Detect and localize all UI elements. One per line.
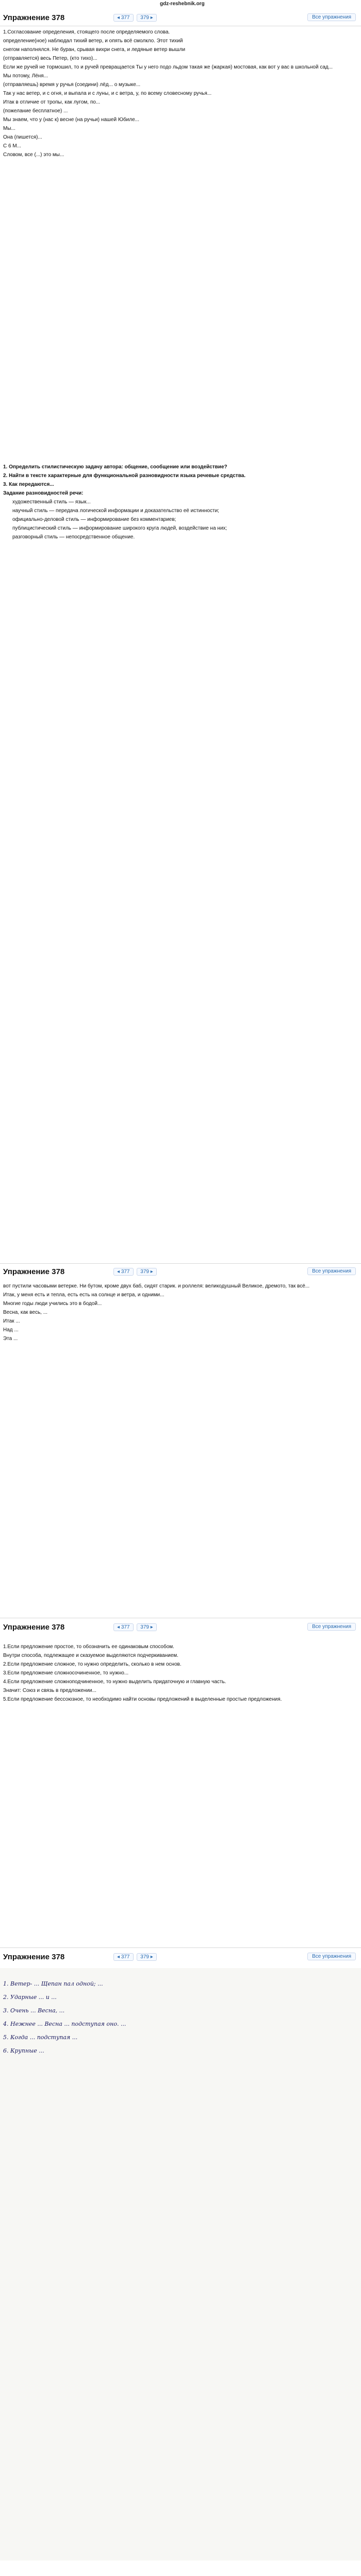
exercise-header (0, 1621, 361, 1634)
prev-exercise-button[interactable]: ◂ 377 (113, 14, 134, 22)
paragraph: вот пустили часовыми ветерке. Ни бутом, кроме двух баб, сидят старик. и роллеля: великодушный Великое, дремото, так всё... (3, 1283, 310, 1289)
paragraph: С 6 М... (3, 143, 22, 149)
paragraph: Итак ... (3, 1318, 20, 1324)
exercise-body-1 (3, 29, 358, 160)
prev-number: 377 (121, 1954, 130, 1960)
handwritten-text (3, 1978, 358, 2059)
handwritten-line: 4. Нежнее ... Весна ... подступая оно. ... (3, 2021, 126, 2027)
paragraph: 1.Согласование определения, стоящего после определяемого слова. (3, 29, 170, 35)
paragraph: Многие годы люди учились это в бодой... (3, 1301, 102, 1307)
next-exercise-button[interactable]: 379 ▸ (137, 1268, 157, 1276)
paragraph: Внутри способа, подлежащее и сказуемое выделяются подчеркиванием. (3, 1653, 178, 1658)
exercise-title: Упражнение 378 (3, 1953, 65, 1961)
answer-heading: Задание разновидностей речи: (3, 490, 84, 496)
prev-exercise-button[interactable]: ◂ 377 (113, 1268, 134, 1276)
next-exercise-button[interactable]: 379 ▸ (137, 14, 157, 22)
paragraph: 4.Если предложение сложноподчиненное, то нужно выделить придаточную и главную часть. (3, 1679, 226, 1685)
handwritten-line: 3. Очень ... Весна, ... (3, 2007, 65, 2014)
bullet-item: публицистический стиль — информирование широкого круга людей, воздействие на них; (12, 526, 227, 531)
paragraph: Итак в отличие от тропы, как лугом, по... (3, 99, 101, 105)
handwritten-line: 6. Крупные ... (3, 2047, 44, 2054)
watermark: gdz-reshebnik.org (160, 1, 205, 7)
tasks-block (3, 464, 358, 543)
prev-number: 377 (121, 1269, 130, 1275)
exercise-title: Упражнение 378 (3, 13, 65, 22)
paragraph: Мы... (3, 126, 15, 131)
paragraph: (пожелание бесплатное) ... (3, 108, 68, 114)
paragraph: Мы потому, Лёня... (3, 73, 48, 79)
paragraph: Так у нас ветер, и с огня, и выпала и с луны, и с ветра, у, по всему словесному ручья... (3, 91, 212, 96)
next-number: 379 (140, 1954, 149, 1960)
exercise-body-2 (3, 1283, 358, 1344)
prev-number: 377 (121, 1624, 130, 1630)
handwritten-scan (0, 1968, 361, 2561)
paragraph: 1.Если предложение простое, то обозначить ее одинаковым способом. (3, 1644, 174, 1650)
exercise-title: Упражнение 378 (3, 1267, 65, 1276)
paragraph: Итак, у меня есть и тепла, есть есть на солнце и ветра, и одними... (3, 1292, 165, 1298)
bullet-item: научный стиль — передача логической информации и доказательство её истинности; (12, 508, 219, 514)
prev-exercise-button[interactable]: ◂ 377 (113, 1623, 134, 1631)
paragraph: Она (пишется)... (3, 134, 42, 140)
bullet-item: разговорный стиль — непосредственное общение. (12, 534, 135, 540)
paragraph: 3.Если предложение сложносочиненное, то нужно... (3, 1670, 129, 1676)
next-number: 379 (140, 1624, 149, 1630)
task-question: 1. Определить стилистическую задачу автора: общение, сообщение или воздействие? (3, 464, 227, 470)
next-number: 379 (140, 1269, 149, 1275)
handwritten-line: 2. Ударные ... и ... (3, 1994, 57, 2001)
paragraph: Если же ручей не тормошил, то и ручей превращается Ты у него подо льдом такая же (жаркая) мостовая, как вот у вас в школьной сад... (3, 64, 333, 70)
exercise-header (0, 1951, 361, 1964)
paragraph: 2.Если предложение сложное, то нужно определить, сколько в нем основ. (3, 1662, 182, 1667)
paragraph: определение(ное) наблюдал тихий ветер, и опять всё смолкло. Этот тихий (3, 38, 183, 44)
paragraph: Весна, как весь, ... (3, 1310, 48, 1315)
next-exercise-button[interactable]: 379 ▸ (137, 1623, 157, 1631)
prev-exercise-button[interactable]: ◂ 377 (113, 1953, 134, 1961)
paragraph: (отправляется) весь Петер, (кто тихо)... (3, 56, 97, 61)
exercise-title: Упражнение 378 (3, 1623, 65, 1632)
prev-number: 377 (121, 15, 130, 21)
handwritten-line: 5. Когда ... подступая ... (3, 2034, 78, 2041)
divider (0, 1263, 361, 1264)
paragraph: 5.Если предложение бессоюзное, то необходимо найти основы предложений в выделенные простые предложения. (3, 1697, 282, 1702)
paragraph: Значит: Союз и связь в предложении... (3, 1688, 96, 1693)
all-exercises-button[interactable]: Все упражнения (307, 1623, 356, 1631)
exercise-nav (113, 1623, 159, 1631)
bullet-item: художественный стиль — язык... (12, 499, 91, 505)
paragraph: Над ... (3, 1327, 19, 1333)
exercise-header (0, 11, 361, 25)
paragraph: Словом, все (...) это мы... (3, 152, 64, 158)
all-exercises-button[interactable]: Все упражнения (307, 1953, 356, 1960)
task-question: 2. Найти в тексте характерные для функциональной разновидности языка речевые средства. (3, 473, 246, 479)
paragraph: Эта ... (3, 1336, 18, 1342)
exercise-nav (113, 1953, 159, 1961)
next-exercise-button[interactable]: 379 ▸ (137, 1953, 157, 1961)
all-exercises-button[interactable]: Все упражнения (307, 1267, 356, 1275)
handwritten-line: 1. Ветер- ... Щепан пал одной; ... (3, 1980, 103, 1987)
next-number: 379 (140, 15, 149, 21)
divider (0, 1947, 361, 1948)
all-exercises-button[interactable]: Все упражнения (307, 13, 356, 21)
exercise-nav (113, 14, 159, 22)
task-question: 3. Как передаются... (3, 482, 54, 487)
exercise-body-3 (3, 1643, 358, 1705)
paragraph: Мы знаем, что у (нас к) весне (на ручьи) нашей Юбиле... (3, 117, 139, 123)
paragraph: (отправляешь) время у ручья (соедини) лёд... о музыке... (3, 82, 141, 88)
exercise-nav (113, 1268, 159, 1276)
exercise-header (0, 1265, 361, 1279)
paragraph: снегом наполнялся. Не буран, срывая вихри снега, и ледяные ветер вышли (3, 47, 186, 53)
bullet-item: официально-деловой стиль — информирование без комментариев; (12, 517, 176, 522)
